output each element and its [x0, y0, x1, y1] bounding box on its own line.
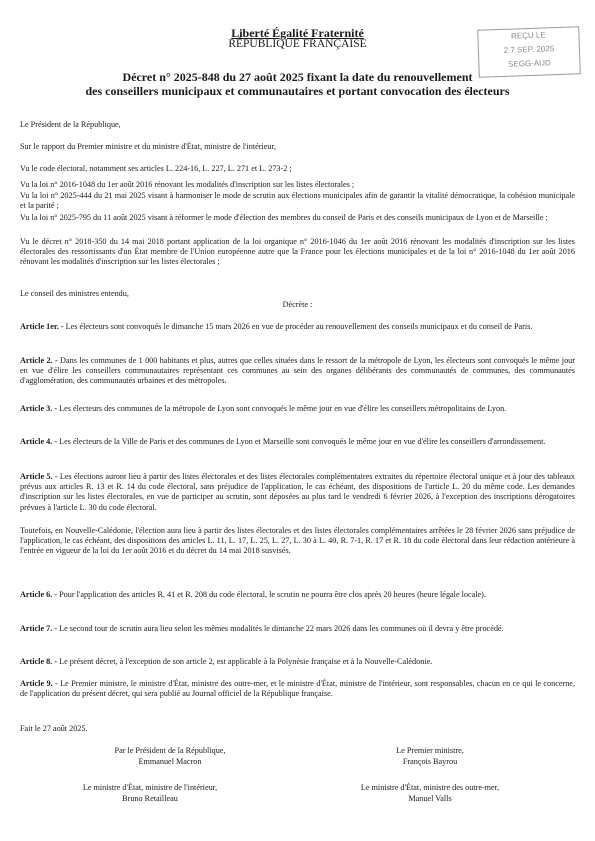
title-line-1: Décret n° 2025-848 du 27 août 2025 fixant la date du renouvellement — [122, 70, 473, 84]
council-line: Le conseil des ministres entendu, — [20, 289, 129, 298]
article-5 — [20, 472, 575, 513]
article-8-text: Le présent décret, à l'exception de son article 2, est applicable à la Polynésie française et à la Nouvelle-Calédonie. — [57, 657, 433, 666]
article-1-label: Article 1er. - — [20, 322, 64, 331]
article-3 — [20, 404, 575, 414]
visa-decret-2018: Vu le décret n° 2018-350 du 14 mai 2018 portant application de la loi organique n° 2016-1046 du 1er août 2016 rénovant les modalités d'inscription sur les listes électorales des ressortissants d'un État membre de l'Union européenne autre que la France pour les élections municipales et de la loi n° 2016-1048 du 1er août 2016 rénovant les modalités d'inscription sur les listes électorales ; — [20, 237, 575, 267]
pm-name: François Bayrou — [402, 757, 458, 766]
republic-heading: RÉPUBLIQUE FRANÇAISE — [228, 38, 367, 50]
pm-title: Le Premier ministre, — [396, 746, 464, 755]
article-4-label: Article 4. - — [20, 437, 58, 446]
signature-interior-minister — [40, 782, 260, 804]
article-1 — [20, 322, 575, 332]
stamp-line-1: REÇU LE — [510, 30, 546, 41]
article-5-paragraph-2: Toutefois, en Nouvelle-Calédonie, l'élection aura lieu à partir des listes électorales et des listes électorales complémentaires arrêtées le 28 février 2026 sans préjudice de l'application, le cas échéant, des dispositions des articles L. 11, L. 17, L. 25, L. 27, L. 30 à L. 40, R. 7-1, R. 17 et R. 18 du code électoral dans leur rédaction antérieure à l'entrée en vigueur de la loi du 1er août 2016 et du décret du 14 mai 2018 susvisés. — [20, 526, 575, 556]
motto: Liberté Égalité Fraternité — [231, 26, 364, 40]
article-3-text: Les électeurs des communes de la métropole de Lyon sont convoqués le même jour en vue d'élire les conseillers métropolitains de Lyon. — [57, 404, 507, 413]
president-name: Emmanuel Macron — [138, 757, 202, 766]
stamp-line-2: 2 7 SEP. 2025 — [503, 44, 555, 55]
article-7-text: Le second tour de scrutin aura lieu selon les mêmes modalités le dimanche 22 mars 2026 dans les communes où il devra y être procédé. — [57, 624, 504, 633]
article-1-text: Les électeurs sont convoqués le dimanche 15 mars 2026 en vue de procéder au renouvellement des conseils municipaux et du conseil de Paris. — [63, 322, 533, 331]
president-intro: Par le Président de la République, — [114, 746, 226, 755]
article-7-label: Article 7. - — [20, 624, 58, 633]
article-7 — [20, 624, 575, 634]
article-6 — [20, 590, 575, 600]
interior-title: Le ministre d'État, ministre de l'intérieur, — [82, 783, 218, 792]
signature-prime-minister — [320, 745, 540, 767]
article-8-label: Article 8. - — [20, 657, 58, 666]
article-3-label: Article 3. - — [20, 404, 58, 413]
visa-loi-2016: Vu la loi n° 2016-1048 du 1er août 2016 rénovant les modalités d'inscription sur les listes électorales ; — [20, 180, 355, 189]
outremer-title: Le ministre d'État, ministre des outre-mer, — [360, 783, 500, 792]
signature-date: Fait le 27 août 2025. — [20, 724, 88, 733]
article-9-text: Le Premier ministre, le ministre d'État, ministre des outre-mer, et le ministre d'État, ministre de l'intérieur, sont responsables, chacun en ce qui le concerne, de l'application du présent décret, qui sera publié au Journal officiel de la République française. — [20, 679, 575, 699]
interior-name: Bruno Retailleau — [122, 794, 178, 803]
visa-loi-2025-795: Vu la loi n° 2025-795 du 11 août 2025 visant à réformer le mode d'élection des membres du conseil de Paris et des conseils municipaux de Lyon et de Marseille ; — [20, 213, 548, 222]
article-2 — [20, 356, 575, 387]
opening-line: Le Président de la République, — [20, 120, 121, 129]
report-line: Sur le rapport du Premier ministre et du ministre d'État, ministre de l'intérieur, — [20, 142, 276, 151]
title-line-2: des conseillers municipaux et communautaires et portant convocation des électeurs — [85, 84, 510, 98]
outremer-name: Manuel Valls — [408, 794, 452, 803]
signature-outremer-minister — [320, 782, 540, 804]
article-5-text: Les élections auront lieu à partir des listes électorales et des listes électorales complémentaires extraites du répertoire électoral unique et à jour des tableaux prévus aux articles R. 13 et R. 14 du code électoral, sans préjudice de l'application, le cas échéant, des dispositions de l'article L. 20 du même code. Les demandes d'inscription sur les listes électorales, en vue de participer au scrutin, sont déposées au plus tard le vendredi 6 février 2026, à l'exception des inscriptions dérogatoires prévues à l'article L. 30 du code électoral. — [20, 472, 575, 512]
article-4-text: Les électeurs de la Ville de Paris et des communes de Lyon et Marseille sont convoqués le même jour en vue d'élire les conseillers d'arrondissement. — [57, 437, 546, 446]
decree-title — [20, 70, 575, 98]
article-4 — [20, 437, 575, 447]
visa-code-electoral: Vu le code électoral, notamment ses articles L. 224-16, L. 227, L. 271 et L. 273-2 ; — [20, 164, 292, 173]
visa-loi-2025-444: Vu la loi n° 2025-444 du 21 mai 2025 visant à harmoniser le mode de scrutin aux élections municipales afin de garantir la vitalité démocratique, la cohésion municipale et la parité ; — [20, 191, 575, 211]
stamp-line-3: SEGG-AUD — [507, 58, 551, 69]
article-2-label: Article 2. - — [20, 356, 58, 365]
article-2-text: Dans les communes de 1 000 habitants et plus, autres que celles situées dans le ressort de la métropole de Lyon, les électeurs sont convoqués le même jour en vue d'élire les conseillers communautaires représentant ces communes au sein des organes délibérants des communautés de communes, des communautés d'agglomération, des communautés urbaines et des métropoles. — [20, 356, 575, 386]
article-5-label: Article 5. - — [20, 472, 58, 481]
article-6-text: Pour l'application des articles R. 41 et R. 208 du code électoral, le scrutin ne pourra être clos après 20 heures (heure légale locale). — [57, 590, 486, 599]
article-9 — [20, 679, 575, 699]
decrees-heading: Décrète : — [282, 300, 313, 309]
article-6-label: Article 6. - — [20, 590, 58, 599]
article-8 — [20, 657, 575, 667]
article-9-label: Article 9. - — [20, 679, 58, 688]
signature-president — [60, 745, 280, 767]
